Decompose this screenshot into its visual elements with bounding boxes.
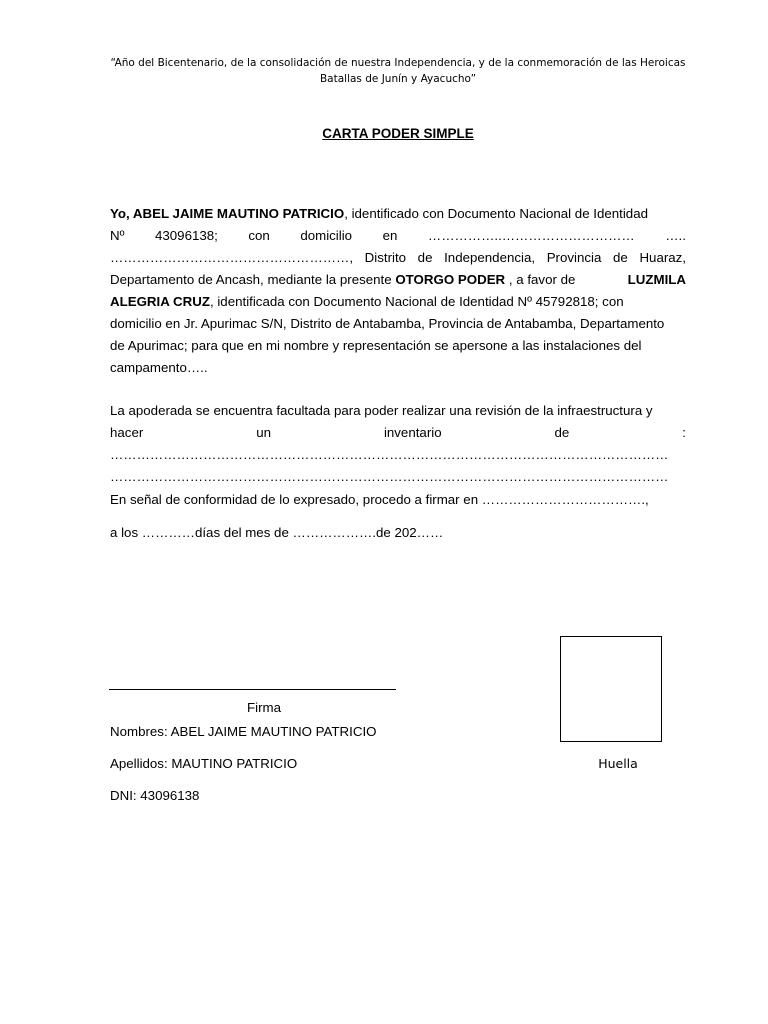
word: Nº: [110, 228, 125, 243]
grantor-name: ABEL JAIME MAUTINO PATRICIO: [132, 206, 345, 221]
signer-names: Nombres: ABEL JAIME MAUTINO PATRICIO: [110, 724, 377, 739]
grant-line-1-rest: , identificado con Documento Nacional de Identidad: [344, 206, 648, 221]
word: de: [554, 425, 570, 440]
paragraph-grant-line-4: [110, 269, 686, 291]
word: hacer: [110, 425, 144, 440]
paragraph-powers: [110, 400, 686, 488]
word: ……………..…………………………: [427, 228, 635, 243]
paragraph-powers-line-1: La apoderada se encuentra facultada para poder realizar una revisión de la infraestructura y: [110, 403, 653, 418]
fingerprint-box: [560, 636, 662, 742]
grantee-name-part-2: ALEGRIA CRUZ: [110, 294, 210, 309]
word: 43096138;: [154, 228, 218, 243]
signature-line: [109, 689, 396, 690]
header-motto: [100, 55, 696, 87]
word: …..: [665, 228, 686, 243]
grant-line-5-rest: , identificada con Documento Nacional de Identidad Nº 45792818; con: [209, 294, 624, 309]
word: con: [248, 228, 270, 243]
paragraph-grant-line-2: [110, 225, 686, 247]
motto-line-2: Batallas de Junín y Ayacucho”: [319, 73, 477, 85]
intro-prefix: Yo,: [110, 206, 133, 221]
word: domicilio: [300, 228, 353, 243]
document-title: CARTA PODER SIMPLE: [322, 126, 474, 141]
word: :: [682, 425, 686, 440]
word: un: [256, 425, 271, 440]
fingerprint-label: Huella: [598, 756, 638, 771]
motto-line-1: “Año del Bicentenario, de la consolidación de nuestra Independencia, y de la conmemoración de las Heroicas: [110, 57, 686, 69]
grantee-name-part-1: LUZMILA: [627, 272, 686, 287]
paragraph-powers-line-2: [110, 422, 686, 444]
paragraph-conformity: En señal de conformidad de lo expresado, procedo a firmar en ……………………………….,: [110, 492, 649, 507]
paragraph-grant-line-8: campamento…..: [110, 360, 208, 375]
signature-caption: Firma: [247, 700, 281, 715]
paragraph-grant-line-7: de Apurimac; para que en mi nombre y representación se apersone a las instalaciones del: [110, 338, 642, 353]
paragraph-grant-line-5: [110, 291, 686, 313]
grant-phrase: OTORGO PODER: [395, 272, 506, 287]
paragraph-grant-line-3: ………………………………………………, Distrito de Independencia, Provincia de Huaraz,: [110, 250, 686, 265]
paragraph-powers-line-4: ………………………………………………………………………………………………………………: [110, 469, 669, 484]
paragraph-date: a los …………días del mes de ……………….de 202……: [110, 525, 444, 540]
paragraph-grant-line-6: domicilio en Jr. Apurimac S/N, Distrito de Antabamba, Provincia de Antabamba, Departamento: [110, 316, 665, 331]
paragraph-grant-line-1: [110, 203, 686, 225]
grant-line-4-b: , a favor de: [505, 272, 576, 287]
grant-line-4-a: Departamento de Ancash, mediante la presente: [110, 272, 396, 287]
signer-surnames: Apellidos: MAUTINO PATRICIO: [110, 756, 298, 771]
word: en: [382, 228, 398, 243]
paragraph-powers-line-3: ………………………………………………………………………………………………………………: [110, 447, 669, 462]
signer-dni: DNI: 43096138: [110, 788, 200, 803]
paragraph-grant: [110, 203, 686, 379]
word: inventario: [383, 425, 442, 440]
